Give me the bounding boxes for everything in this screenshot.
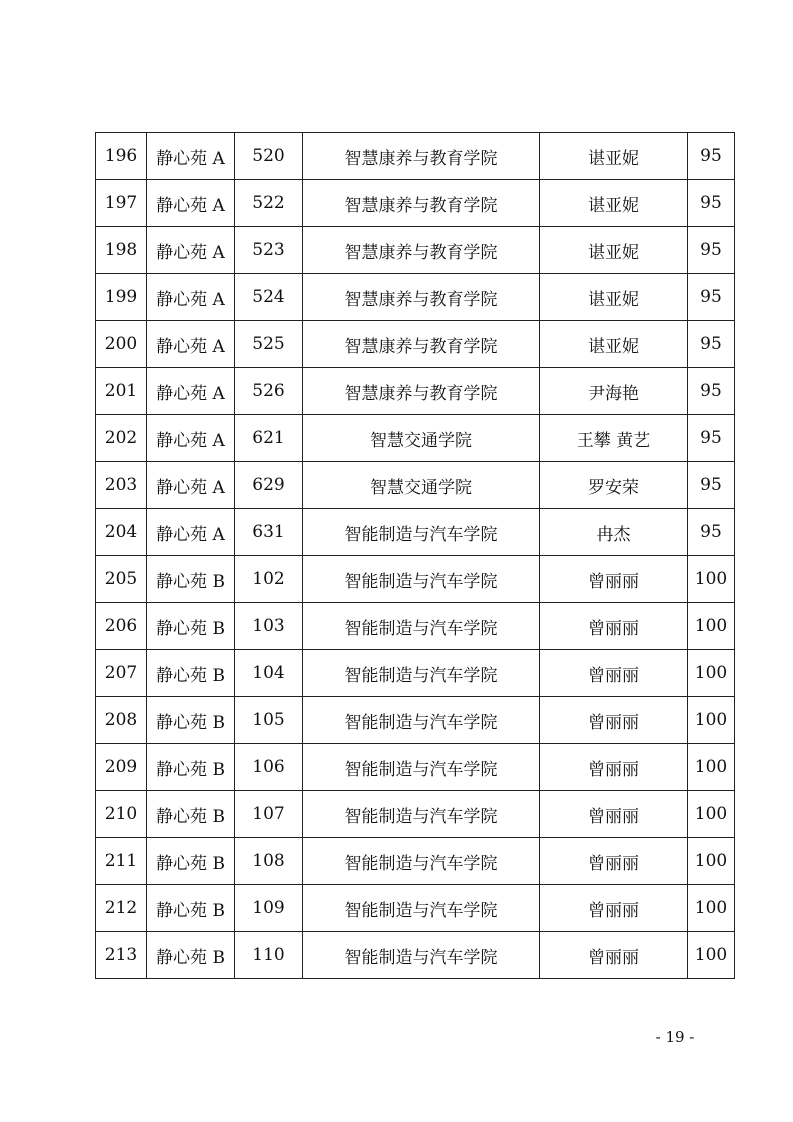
score-cell: 100	[688, 791, 735, 838]
college-cell: 智能制造与汽车学院	[303, 556, 540, 603]
college-cell: 智慧康养与教育学院	[303, 274, 540, 321]
room-number-cell: 102	[235, 556, 303, 603]
room-number-cell: 104	[235, 650, 303, 697]
counselor-cell: 冉杰	[540, 509, 688, 556]
row-index-cell: 202	[96, 415, 147, 462]
building-cell: 静心苑 A	[147, 368, 235, 415]
college-cell: 智能制造与汽车学院	[303, 932, 540, 979]
row-index-cell: 200	[96, 321, 147, 368]
row-index-cell: 196	[96, 133, 147, 180]
building-cell: 静心苑 B	[147, 650, 235, 697]
score-cell: 95	[688, 368, 735, 415]
college-cell: 智能制造与汽车学院	[303, 509, 540, 556]
counselor-cell: 谌亚妮	[540, 133, 688, 180]
college-cell: 智能制造与汽车学院	[303, 838, 540, 885]
counselor-cell: 曾丽丽	[540, 556, 688, 603]
room-number-cell: 110	[235, 932, 303, 979]
counselor-cell: 尹海艳	[540, 368, 688, 415]
counselor-cell: 谌亚妮	[540, 321, 688, 368]
row-index-cell: 212	[96, 885, 147, 932]
room-number-cell: 525	[235, 321, 303, 368]
room-number-cell: 108	[235, 838, 303, 885]
college-cell: 智能制造与汽车学院	[303, 885, 540, 932]
table-row	[96, 509, 735, 556]
table-row	[96, 556, 735, 603]
table-row	[96, 462, 735, 509]
score-cell: 95	[688, 227, 735, 274]
room-number-cell: 106	[235, 744, 303, 791]
score-cell: 95	[688, 509, 735, 556]
college-cell: 智慧康养与教育学院	[303, 180, 540, 227]
building-cell: 静心苑 A	[147, 227, 235, 274]
row-index-cell: 203	[96, 462, 147, 509]
table-row	[96, 697, 735, 744]
room-number-cell: 109	[235, 885, 303, 932]
room-number-cell: 523	[235, 227, 303, 274]
room-number-cell: 105	[235, 697, 303, 744]
college-cell: 智慧康养与教育学院	[303, 368, 540, 415]
college-cell: 智慧交通学院	[303, 415, 540, 462]
table-row	[96, 932, 735, 979]
counselor-cell: 王攀 黄艺	[540, 415, 688, 462]
score-cell: 95	[688, 462, 735, 509]
table-row	[96, 744, 735, 791]
counselor-cell: 曾丽丽	[540, 885, 688, 932]
college-cell: 智慧交通学院	[303, 462, 540, 509]
building-cell: 静心苑 B	[147, 603, 235, 650]
row-index-cell: 211	[96, 838, 147, 885]
counselor-cell: 曾丽丽	[540, 650, 688, 697]
row-index-cell: 209	[96, 744, 147, 791]
counselor-cell: 曾丽丽	[540, 744, 688, 791]
score-cell: 100	[688, 697, 735, 744]
row-index-cell: 197	[96, 180, 147, 227]
table-row	[96, 650, 735, 697]
score-cell: 100	[688, 650, 735, 697]
room-number-cell: 526	[235, 368, 303, 415]
table-row	[96, 321, 735, 368]
college-cell: 智慧康养与教育学院	[303, 227, 540, 274]
row-index-cell: 199	[96, 274, 147, 321]
room-number-cell: 631	[235, 509, 303, 556]
score-cell: 95	[688, 274, 735, 321]
score-cell: 100	[688, 603, 735, 650]
table-row	[96, 180, 735, 227]
building-cell: 静心苑 A	[147, 415, 235, 462]
row-index-cell: 208	[96, 697, 147, 744]
table-row	[96, 603, 735, 650]
room-number-cell: 522	[235, 180, 303, 227]
score-cell: 95	[688, 180, 735, 227]
table-row	[96, 274, 735, 321]
counselor-cell: 曾丽丽	[540, 697, 688, 744]
table-row	[96, 885, 735, 932]
room-number-cell: 621	[235, 415, 303, 462]
building-cell: 静心苑 A	[147, 321, 235, 368]
counselor-cell: 谌亚妮	[540, 180, 688, 227]
row-index-cell: 205	[96, 556, 147, 603]
building-cell: 静心苑 B	[147, 791, 235, 838]
college-cell: 智能制造与汽车学院	[303, 744, 540, 791]
building-cell: 静心苑 B	[147, 932, 235, 979]
table-row	[96, 227, 735, 274]
college-cell: 智能制造与汽车学院	[303, 603, 540, 650]
row-index-cell: 198	[96, 227, 147, 274]
counselor-cell: 曾丽丽	[540, 603, 688, 650]
building-cell: 静心苑 A	[147, 462, 235, 509]
college-cell: 智能制造与汽车学院	[303, 650, 540, 697]
row-index-cell: 210	[96, 791, 147, 838]
college-cell: 智慧康养与教育学院	[303, 133, 540, 180]
table-row	[96, 133, 735, 180]
college-cell: 智慧康养与教育学院	[303, 321, 540, 368]
row-index-cell: 204	[96, 509, 147, 556]
building-cell: 静心苑 B	[147, 744, 235, 791]
score-cell: 95	[688, 321, 735, 368]
row-index-cell: 201	[96, 368, 147, 415]
score-cell: 95	[688, 415, 735, 462]
building-cell: 静心苑 B	[147, 885, 235, 932]
building-cell: 静心苑 B	[147, 556, 235, 603]
room-number-cell: 524	[235, 274, 303, 321]
room-number-cell: 107	[235, 791, 303, 838]
counselor-cell: 曾丽丽	[540, 932, 688, 979]
score-cell: 100	[688, 932, 735, 979]
row-index-cell: 207	[96, 650, 147, 697]
building-cell: 静心苑 A	[147, 133, 235, 180]
table-row	[96, 415, 735, 462]
row-index-cell: 213	[96, 932, 147, 979]
room-number-cell: 520	[235, 133, 303, 180]
room-number-cell: 629	[235, 462, 303, 509]
building-cell: 静心苑 B	[147, 697, 235, 744]
page-number: - 19 -	[655, 1028, 695, 1046]
counselor-cell: 曾丽丽	[540, 791, 688, 838]
building-cell: 静心苑 A	[147, 274, 235, 321]
score-cell: 95	[688, 133, 735, 180]
score-cell: 100	[688, 885, 735, 932]
table-body	[96, 133, 735, 979]
table-row	[96, 791, 735, 838]
counselor-cell: 罗安荣	[540, 462, 688, 509]
college-cell: 智能制造与汽车学院	[303, 697, 540, 744]
dormitory-score-table	[95, 132, 735, 979]
counselor-cell: 曾丽丽	[540, 838, 688, 885]
score-cell: 100	[688, 838, 735, 885]
building-cell: 静心苑 A	[147, 180, 235, 227]
score-cell: 100	[688, 744, 735, 791]
row-index-cell: 206	[96, 603, 147, 650]
counselor-cell: 谌亚妮	[540, 274, 688, 321]
table-row	[96, 838, 735, 885]
table-row	[96, 368, 735, 415]
building-cell: 静心苑 B	[147, 838, 235, 885]
college-cell: 智能制造与汽车学院	[303, 791, 540, 838]
building-cell: 静心苑 A	[147, 509, 235, 556]
counselor-cell: 谌亚妮	[540, 227, 688, 274]
score-cell: 100	[688, 556, 735, 603]
room-number-cell: 103	[235, 603, 303, 650]
